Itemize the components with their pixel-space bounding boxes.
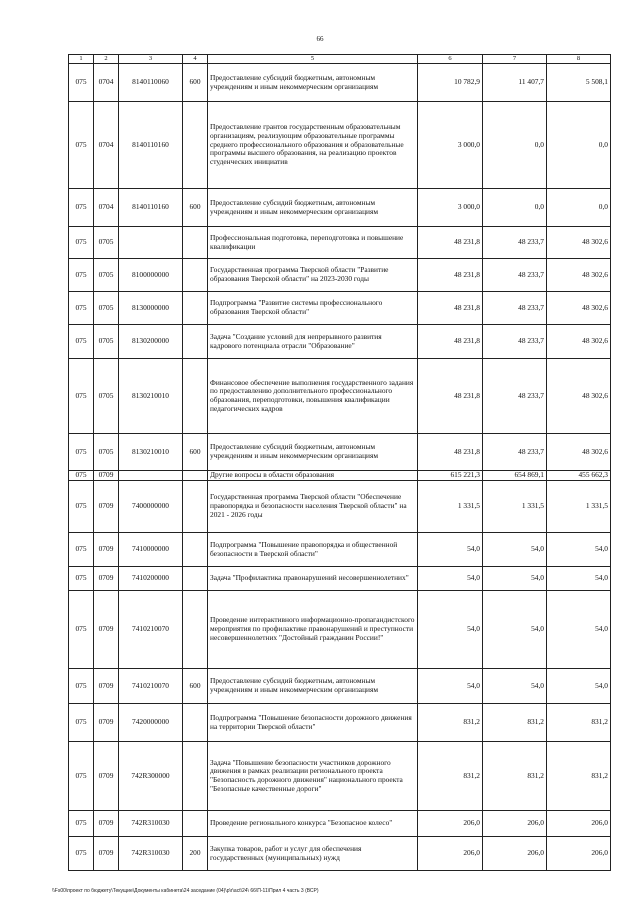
admin-code-cell: 075 xyxy=(69,811,94,837)
amount-year1-cell: 206,0 xyxy=(418,811,483,837)
section-code-cell: 0704 xyxy=(94,189,119,227)
admin-code-cell: 075 xyxy=(69,533,94,567)
admin-code-cell: 075 xyxy=(69,591,94,669)
table-row xyxy=(69,359,611,434)
amount-year2-cell: 206,0 xyxy=(483,811,547,837)
amount-year3-cell: 48 302,6 xyxy=(547,292,611,325)
section-code-cell: 0704 xyxy=(94,102,119,189)
target-article-cell: 742R300000 xyxy=(119,742,183,811)
item-name-cell: Финансовое обеспечение выполнения государственного задания по предоставлению дополнительного профессионального образования, переподготовки, повышения квалификации педагогических кадров xyxy=(208,359,418,434)
expense-type-cell xyxy=(183,481,208,533)
expense-type-cell xyxy=(183,292,208,325)
expense-type-cell xyxy=(183,742,208,811)
admin-code-cell: 075 xyxy=(69,837,94,871)
amount-year3-cell: 206,0 xyxy=(547,811,611,837)
admin-code-cell: 075 xyxy=(69,64,94,102)
item-name-cell: Предоставление субсидий бюджетным, автономным учреждениям и иным некоммерческим организациям xyxy=(208,189,418,227)
amount-year1-cell: 54,0 xyxy=(418,669,483,704)
table-row xyxy=(69,837,611,871)
column-number: 2 xyxy=(94,55,119,64)
admin-code-cell: 075 xyxy=(69,481,94,533)
expense-type-cell xyxy=(183,227,208,259)
target-article-cell: 8140110160 xyxy=(119,189,183,227)
item-name-cell: Закупка товаров, работ и услуг для обеспечения государственных (муниципальных) нужд xyxy=(208,837,418,871)
table-row xyxy=(69,189,611,227)
amount-year1-cell: 3 000,0 xyxy=(418,189,483,227)
target-article-cell: 8130210010 xyxy=(119,359,183,434)
section-code-cell: 0704 xyxy=(94,64,119,102)
section-code-cell: 0705 xyxy=(94,359,119,434)
table-row xyxy=(69,64,611,102)
column-number: 8 xyxy=(547,55,611,64)
admin-code-cell: 075 xyxy=(69,434,94,471)
table-row xyxy=(69,259,611,292)
target-article-cell: 7400000000 xyxy=(119,481,183,533)
amount-year2-cell: 48 233,7 xyxy=(483,227,547,259)
section-code-cell: 0709 xyxy=(94,704,119,742)
section-code-cell: 0705 xyxy=(94,434,119,471)
item-name-cell: Профессиональная подготовка, переподготовка и повышение квалификации xyxy=(208,227,418,259)
expense-type-cell xyxy=(183,471,208,481)
amount-year1-cell: 206,0 xyxy=(418,837,483,871)
admin-code-cell: 075 xyxy=(69,471,94,481)
amount-year1-cell: 48 231,8 xyxy=(418,359,483,434)
amount-year2-cell: 831,2 xyxy=(483,704,547,742)
section-code-cell: 0709 xyxy=(94,811,119,837)
amount-year2-cell: 48 233,7 xyxy=(483,359,547,434)
table-row xyxy=(69,669,611,704)
expense-type-cell xyxy=(183,591,208,669)
admin-code-cell: 075 xyxy=(69,742,94,811)
amount-year2-cell: 654 869,1 xyxy=(483,471,547,481)
amount-year2-cell: 1 331,5 xyxy=(483,481,547,533)
target-article-cell: 742R310030 xyxy=(119,811,183,837)
amount-year2-cell: 54,0 xyxy=(483,533,547,567)
target-article-cell: 8130000000 xyxy=(119,292,183,325)
expense-type-cell xyxy=(183,325,208,359)
target-article-cell: 742R310030 xyxy=(119,837,183,871)
amount-year1-cell: 1 331,5 xyxy=(418,481,483,533)
amount-year3-cell: 48 302,6 xyxy=(547,227,611,259)
column-number: 3 xyxy=(119,55,183,64)
amount-year2-cell: 0,0 xyxy=(483,102,547,189)
amount-year2-cell: 48 233,7 xyxy=(483,325,547,359)
amount-year1-cell: 48 231,8 xyxy=(418,434,483,471)
amount-year2-cell: 54,0 xyxy=(483,591,547,669)
amount-year3-cell: 48 302,6 xyxy=(547,434,611,471)
target-article-cell: 8130210010 xyxy=(119,434,183,471)
admin-code-cell: 075 xyxy=(69,259,94,292)
target-article-cell: 8130200000 xyxy=(119,325,183,359)
amount-year1-cell: 3 000,0 xyxy=(418,102,483,189)
table-row xyxy=(69,292,611,325)
table-row xyxy=(69,227,611,259)
target-article-cell xyxy=(119,471,183,481)
table-row xyxy=(69,704,611,742)
expense-type-cell: 600 xyxy=(183,189,208,227)
target-article-cell: 7420000000 xyxy=(119,704,183,742)
table-row xyxy=(69,471,611,481)
amount-year2-cell: 54,0 xyxy=(483,669,547,704)
amount-year1-cell: 831,2 xyxy=(418,742,483,811)
item-name-cell: Другие вопросы в области образования xyxy=(208,471,418,481)
section-code-cell: 0705 xyxy=(94,259,119,292)
item-name-cell: Предоставление субсидий бюджетным, автономным учреждениям и иным некоммерческим организациям xyxy=(208,669,418,704)
amount-year3-cell: 54,0 xyxy=(547,533,611,567)
amount-year2-cell: 48 233,7 xyxy=(483,292,547,325)
amount-year3-cell: 54,0 xyxy=(547,669,611,704)
admin-code-cell: 075 xyxy=(69,102,94,189)
table-row xyxy=(69,434,611,471)
target-article-cell: 8140110060 xyxy=(119,64,183,102)
admin-code-cell: 075 xyxy=(69,669,94,704)
amount-year1-cell: 10 782,9 xyxy=(418,64,483,102)
target-article-cell: 8100000000 xyxy=(119,259,183,292)
budget-table xyxy=(68,54,611,871)
amount-year2-cell: 831,2 xyxy=(483,742,547,811)
target-article-cell: 8140110160 xyxy=(119,102,183,189)
target-article-cell xyxy=(119,227,183,259)
admin-code-cell: 075 xyxy=(69,189,94,227)
amount-year3-cell: 0,0 xyxy=(547,102,611,189)
section-code-cell: 0709 xyxy=(94,471,119,481)
column-number-row xyxy=(69,55,611,64)
table-row xyxy=(69,567,611,591)
amount-year3-cell: 0,0 xyxy=(547,189,611,227)
admin-code-cell: 075 xyxy=(69,227,94,259)
expense-type-cell: 600 xyxy=(183,64,208,102)
admin-code-cell: 075 xyxy=(69,704,94,742)
expense-type-cell xyxy=(183,704,208,742)
file-path-footer: \\Fs00\проект по бюджету\Текущие\Документы кабинета\24 заседание (04)\p\r\act\24\ 66\П-11\Прил 4 часть 3 (ВСР) xyxy=(52,888,319,894)
table-row xyxy=(69,591,611,669)
table-row xyxy=(69,481,611,533)
amount-year1-cell: 54,0 xyxy=(418,567,483,591)
column-number: 4 xyxy=(183,55,208,64)
expense-type-cell: 600 xyxy=(183,669,208,704)
target-article-cell: 7410200000 xyxy=(119,567,183,591)
item-name-cell: Предоставление грантов государственным образовательным организациям, реализующим образовательные программы среднего профессионального образования и образовательные программы высшего образования, на реализацию проектов студенческих инициатив xyxy=(208,102,418,189)
target-article-cell: 7410210070 xyxy=(119,591,183,669)
amount-year3-cell: 831,2 xyxy=(547,742,611,811)
amount-year3-cell: 1 331,5 xyxy=(547,481,611,533)
item-name-cell: Подпрограмма "Повышение безопасности дорожного движения на территории Тверской области" xyxy=(208,704,418,742)
item-name-cell: Задача "Повышение безопасности участников дорожного движения в рамках реализации регионального проекта "Безопасность дорожного движения" национального проекта "Безопасные качественные дороги" xyxy=(208,742,418,811)
amount-year2-cell: 11 407,7 xyxy=(483,64,547,102)
item-name-cell: Государственная программа Тверской области "Обеспечение правопорядка и безопасности населения Тверской области" на 2021 - 2026 годы xyxy=(208,481,418,533)
expense-type-cell xyxy=(183,259,208,292)
amount-year3-cell: 206,0 xyxy=(547,837,611,871)
amount-year2-cell: 48 233,7 xyxy=(483,259,547,292)
table-row xyxy=(69,742,611,811)
item-name-cell: Подпрограмма "Повышение правопорядка и общественной безопасности в Тверской области" xyxy=(208,533,418,567)
expense-type-cell xyxy=(183,359,208,434)
expense-type-cell xyxy=(183,533,208,567)
admin-code-cell: 075 xyxy=(69,567,94,591)
section-code-cell: 0709 xyxy=(94,742,119,811)
amount-year1-cell: 615 221,3 xyxy=(418,471,483,481)
section-code-cell: 0705 xyxy=(94,325,119,359)
table-row xyxy=(69,533,611,567)
item-name-cell: Предоставление субсидий бюджетным, автономным учреждениям и иным некоммерческим организациям xyxy=(208,64,418,102)
section-code-cell: 0705 xyxy=(94,292,119,325)
expense-type-cell xyxy=(183,102,208,189)
amount-year3-cell: 48 302,6 xyxy=(547,359,611,434)
section-code-cell: 0709 xyxy=(94,669,119,704)
expense-type-cell xyxy=(183,567,208,591)
table-row xyxy=(69,811,611,837)
admin-code-cell: 075 xyxy=(69,292,94,325)
amount-year1-cell: 48 231,8 xyxy=(418,292,483,325)
column-number: 5 xyxy=(208,55,418,64)
amount-year2-cell: 206,0 xyxy=(483,837,547,871)
page-number: 66 xyxy=(316,35,324,43)
amount-year3-cell: 54,0 xyxy=(547,591,611,669)
item-name-cell: Задача "Создание условий для непрерывного развития кадрового потенциала отрасли "Образование" xyxy=(208,325,418,359)
amount-year1-cell: 54,0 xyxy=(418,591,483,669)
amount-year2-cell: 0,0 xyxy=(483,189,547,227)
amount-year3-cell: 54,0 xyxy=(547,567,611,591)
item-name-cell: Проведение интерактивного информационно-пропагандистского мероприятия по профилактике правонарушений и преступности несовершеннолетних "Достойный гражданин России!" xyxy=(208,591,418,669)
amount-year3-cell: 831,2 xyxy=(547,704,611,742)
amount-year1-cell: 48 231,8 xyxy=(418,227,483,259)
amount-year3-cell: 48 302,6 xyxy=(547,259,611,292)
expense-type-cell xyxy=(183,811,208,837)
section-code-cell: 0709 xyxy=(94,533,119,567)
table-row xyxy=(69,102,611,189)
column-number: 7 xyxy=(483,55,547,64)
column-number: 6 xyxy=(418,55,483,64)
section-code-cell: 0709 xyxy=(94,591,119,669)
section-code-cell: 0709 xyxy=(94,567,119,591)
item-name-cell: Предоставление субсидий бюджетным, автономным учреждениям и иным некоммерческим организациям xyxy=(208,434,418,471)
target-article-cell: 7410000000 xyxy=(119,533,183,567)
amount-year1-cell: 48 231,8 xyxy=(418,259,483,292)
section-code-cell: 0709 xyxy=(94,837,119,871)
amount-year3-cell: 48 302,6 xyxy=(547,325,611,359)
amount-year2-cell: 48 233,7 xyxy=(483,434,547,471)
item-name-cell: Задача "Профилактика правонарушений несовершеннолетних" xyxy=(208,567,418,591)
admin-code-cell: 075 xyxy=(69,325,94,359)
amount-year1-cell: 54,0 xyxy=(418,533,483,567)
amount-year3-cell: 5 508,1 xyxy=(547,64,611,102)
amount-year1-cell: 48 231,8 xyxy=(418,325,483,359)
section-code-cell: 0709 xyxy=(94,481,119,533)
admin-code-cell: 075 xyxy=(69,359,94,434)
expense-type-cell: 200 xyxy=(183,837,208,871)
item-name-cell: Государственная программа Тверской области "Развитие образования Тверской области" на 2023-2030 годы xyxy=(208,259,418,292)
section-code-cell: 0705 xyxy=(94,227,119,259)
column-number: 1 xyxy=(69,55,94,64)
amount-year1-cell: 831,2 xyxy=(418,704,483,742)
item-name-cell: Проведение регионального конкурса "Безопасное колесо" xyxy=(208,811,418,837)
expense-type-cell: 600 xyxy=(183,434,208,471)
table-row xyxy=(69,325,611,359)
item-name-cell: Подпрограмма "Развитие системы профессионального образования Тверской области" xyxy=(208,292,418,325)
target-article-cell: 7410210070 xyxy=(119,669,183,704)
amount-year3-cell: 455 662,3 xyxy=(547,471,611,481)
amount-year2-cell: 54,0 xyxy=(483,567,547,591)
